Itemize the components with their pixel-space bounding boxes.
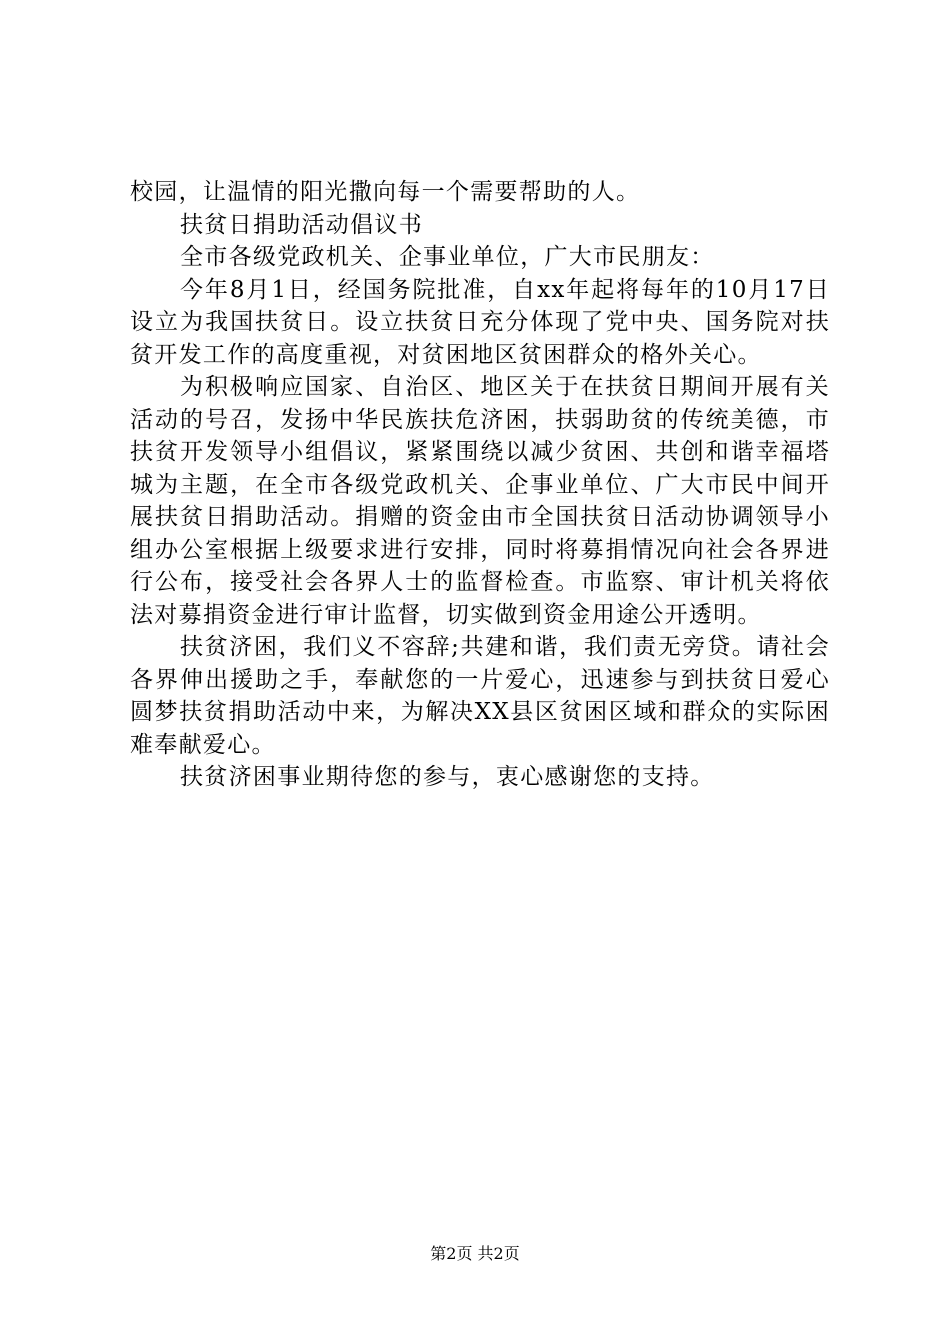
- paragraph-2: 为积极响应国家、自治区、地区关于在扶贫日期间开展有关活动的号召，发扬中华民族扶危济困，扶弱助贫的传统美德，市扶贫开发领导小组倡议，紧紧围绕以减少贫困、共创和谐幸福塔城为主题，在全市各级党政机关、企事业单位、广大市民中间开展扶贫日捐助活动。捐赠的资金由市全国扶贫日活动协调领导小组办公室根据上级要求进行安排，同时将募捐情况向社会各界进行公布，接受社会各界人士的监督检查。市监察、审计机关将依法对募捐资金进行审计监督，切实做到资金用途公开透明。: [130, 374, 830, 628]
- paragraph-4: 扶贫济困事业期待您的参与，衷心感谢您的支持。: [180, 764, 715, 790]
- page-footer: [0, 1244, 950, 1264]
- paragraph-1: 今年8月1日，经国务院批准，自xx年起将每年的10月17日设立为我国扶贫日。设立扶贫日充分体现了党中央、国务院对扶贫开发工作的高度重视，对贫困地区贫困群众的格外关心。: [130, 276, 830, 368]
- document-body: [130, 176, 830, 794]
- page-number: 第2页 共2页: [430, 1244, 520, 1263]
- paragraph-continuation: 校园，让温情的阳光撒向每一个需要帮助的人。: [130, 179, 641, 205]
- paragraph-3: 扶贫济困，我们义不容辞;共建和谐，我们责无旁贷。请社会各界伸出援助之手，奉献您的一片爱心，迅速参与到扶贫日爱心圆梦扶贫捐助活动中来，为解决XX县区贫困区域和群众的实际困难奉献爱心。: [130, 634, 830, 758]
- salutation: 全市各级党政机关、企事业单位，广大市民朋友：: [180, 244, 715, 270]
- document-title: 扶贫日捐助活动倡议书: [180, 211, 423, 238]
